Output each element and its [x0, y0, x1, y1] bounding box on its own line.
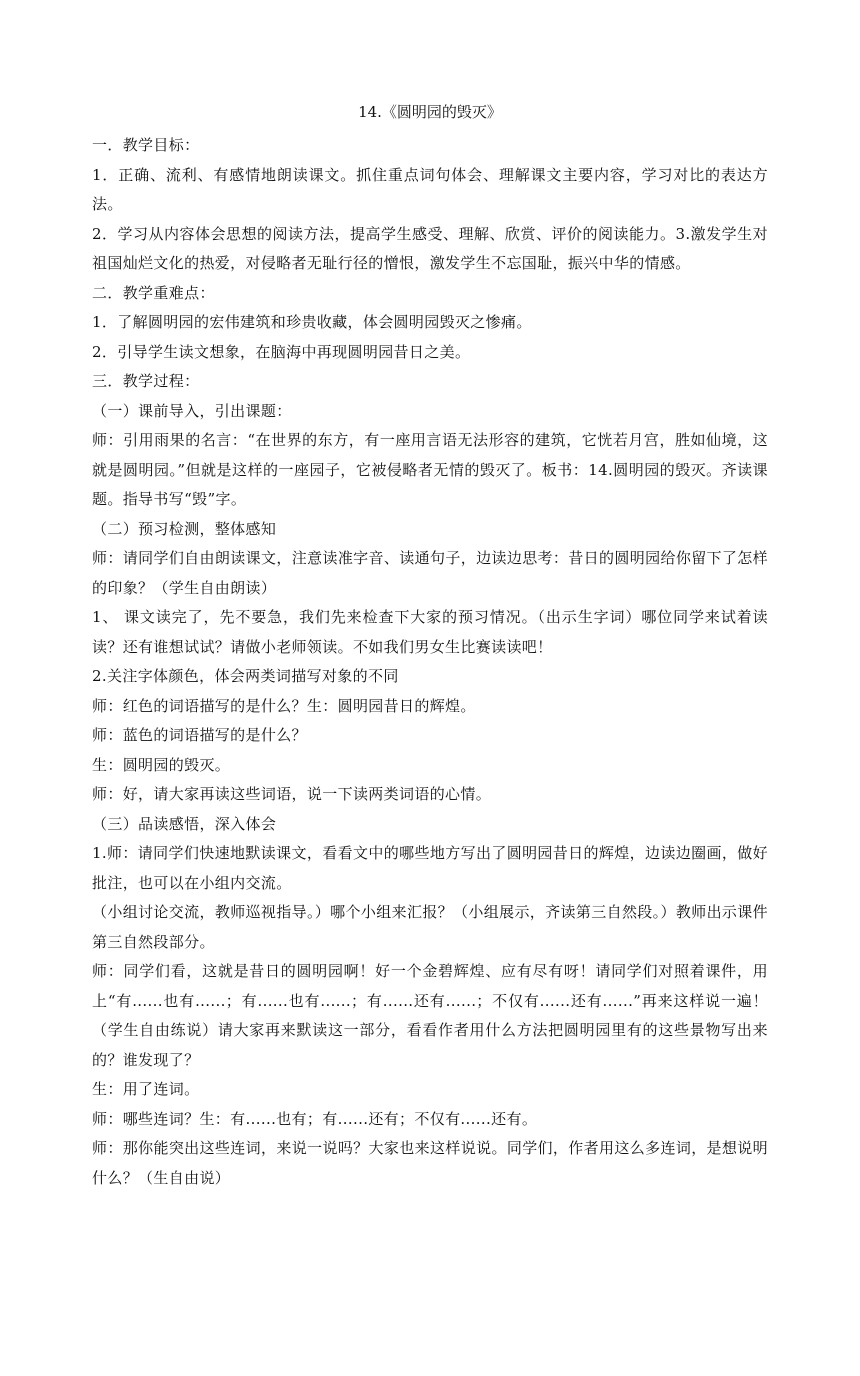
paragraph: 师：请同学们自由朗读课文，注意读准字音、读通句子，边读边思考：昔日的圆明园给你留下了怎样的印象？（学生自由朗读） — [92, 549, 768, 597]
paragraph: 1、 课文读完了，先不要急，我们先来检查下大家的预习情况。（出示生字词）哪位同学来试着读读？还有谁想试试？请做小老师领读。不如我们男女生比赛读读吧！ — [92, 608, 768, 656]
paragraph: 1.师：请同学们快速地默读课文，看看文中的哪些地方写出了圆明园昔日的辉煌，边读边圈画，做好批注，也可以在小组内交流。 — [92, 844, 768, 892]
paragraph: 师：同学们看，这就是昔日的圆明园啊！好一个金碧辉煌、应有尽有呀！请同学们对照着课件，用上“有......也有......；有......也有......；有......还有......；不仅有......还有......”再来这样说一遍！（学生自由练说）请大家再来默读这一部分，看看作者用什么方法把圆明园里有的这些景物写出来的？谁发现了？ — [92, 962, 768, 1069]
paragraph: 2.关注字体颜色，体会两类词描写对象的不同 — [92, 667, 399, 685]
section-heading: 一．教学目标： — [92, 136, 200, 154]
paragraph: 1．了解圆明园的宏伟建筑和珍贵收藏，体会圆明园毁灭之惨痛。 — [92, 313, 532, 331]
paragraph: 师：引用雨果的名言：“在世界的东方，有一座用言语无法形容的建筑，它恍若月宫，胜如仙境，这就是圆明园。”但就是这样的一座园子，它被侵略者无情的毁灭了。板书：14.圆明园的毁灭。齐读课题。指导书写“毁”字。 — [92, 431, 768, 508]
paragraph: 师：哪些连词？生：有......也有；有......还有；不仅有......还有。 — [92, 1109, 538, 1128]
paragraph: 生：用了连词。 — [92, 1080, 200, 1098]
paragraph: 1．正确、流利、有感情地朗读课文。抓住重点词句体会、理解课文主要内容，学习对比的表达方法。 — [92, 165, 768, 213]
paragraph: 师：那你能突出这些连词，来说一说吗？大家也来这样说说。同学们，作者用这么多连词，是想说明什么？（生自由说） — [92, 1139, 768, 1187]
document-title: 14.《圆明园的毁灭》 — [358, 103, 502, 121]
paragraph: 2．引导学生读文想象，在脑海中再现圆明园昔日之美。 — [92, 342, 471, 361]
section-heading: 二．教学重难点： — [92, 283, 215, 302]
paragraph: 师：蓝色的词语描写的是什么？ — [92, 726, 307, 744]
paragraph: 生：圆明园的毁灭。 — [92, 755, 231, 774]
paragraph: 师：好，请大家再读这些词语，说一下读两类词语的心情。 — [92, 785, 492, 803]
subsection-heading: （一）课前导入，引出课题： — [92, 401, 292, 420]
subsection-heading: （三）品读感悟，深入体会 — [92, 814, 277, 833]
paragraph: 师：红色的词语描写的是什么？生：圆明园昔日的辉煌。 — [92, 696, 476, 715]
section-heading: 三．教学过程： — [92, 372, 200, 390]
paragraph: （小组讨论交流，教师巡视指导。）哪个小组来汇报？（小组展示，齐读第三自然段。）教师出示课件第三自然段部分。 — [92, 903, 768, 951]
document-page — [92, 100, 768, 1193]
paragraph: 2．学习从内容体会思想的阅读方法，提高学生感受、理解、欣赏、评价的阅读能力。3.激发学生对祖国灿烂文化的热爱，对侵略者无耻行径的憎恨，激发学生不忘国耻，振兴中华的情感。 — [92, 224, 768, 272]
subsection-heading: （二）预习检测，整体感知 — [92, 519, 277, 538]
